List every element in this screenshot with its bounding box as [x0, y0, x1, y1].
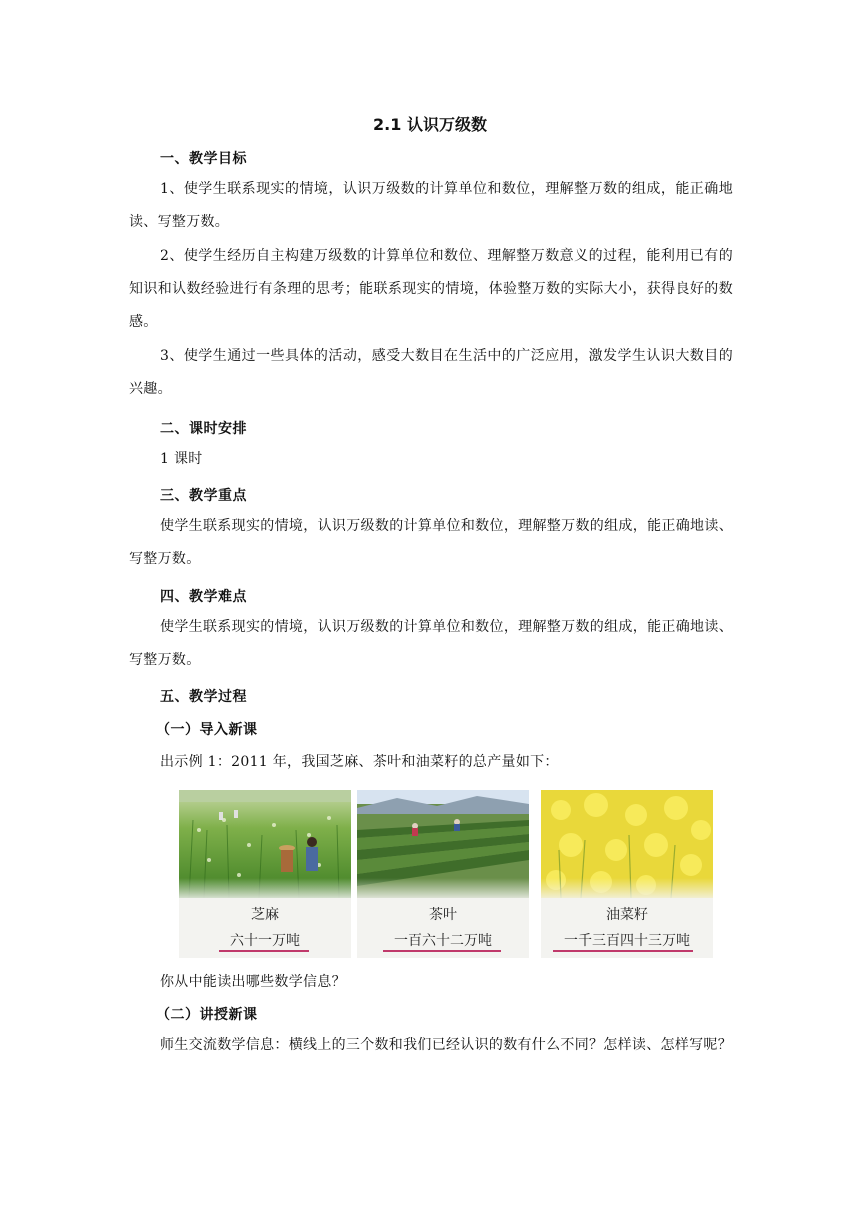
document-title: 2.1 认识万级数 [373, 115, 487, 134]
paragraph-discussion: 师生交流数学信息：横线上的三个数和我们已经认识的数有什么不同？怎样读、怎样写呢？ [160, 1037, 732, 1053]
paragraph-example: 出示例 1：2011 年，我国芝麻、茶叶和油菜籽的总产量如下： [160, 754, 559, 770]
heading-schedule: 二、课时安排 [160, 421, 247, 437]
panel-tea [357, 790, 529, 958]
crop-name-rapeseed: 油菜籽 [606, 907, 648, 923]
crop-production-figure [179, 790, 713, 958]
heading-key-points: 三、教学重点 [160, 488, 247, 504]
crop-amount-rapeseed: 一千三百四十三万吨 [564, 933, 690, 949]
subheading-intro: （一）导入新课 [156, 722, 258, 738]
amount-underline [383, 950, 501, 952]
crop-name-tea: 茶叶 [429, 907, 457, 923]
crop-amount-sesame: 六十一万吨 [230, 933, 300, 949]
heading-process: 五、教学过程 [160, 689, 247, 705]
paragraph-goal-1: 1、使学生联系现实的情境，认识万级数的计算单位和数位，理解整万数的组成，能正确地读、写整万数。 [129, 181, 733, 230]
paragraph-goal-2: 2、使学生经历自主构建万级数的计算单位和数位、理解整万数意义的过程，能利用已有的知识和认数经验进行有条理的思考；能联系现实的情境，体验整万数的实际大小，获得良好的数感。 [129, 248, 733, 330]
amount-underline [553, 950, 693, 952]
panel-sesame [179, 790, 351, 958]
crop-amount-tea: 一百六十二万吨 [394, 933, 492, 949]
heading-difficulties: 四、教学难点 [160, 589, 247, 605]
paragraph-difficulties: 使学生联系现实的情境，认识万级数的计算单位和数位，理解整万数的组成，能正确地读、写整万数。 [129, 619, 733, 668]
panel-rapeseed [541, 790, 713, 958]
subheading-teaching: （二）讲授新课 [156, 1007, 258, 1023]
heading-teaching-goals: 一、教学目标 [160, 151, 247, 167]
crop-name-sesame: 芝麻 [251, 907, 279, 923]
paragraph-key-points: 使学生联系现实的情境，认识万级数的计算单位和数位，理解整万数的组成，能正确地读、写整万数。 [129, 518, 733, 567]
amount-underline [219, 950, 309, 952]
paragraph-goal-3: 3、使学生通过一些具体的活动，感受大数目在生活中的广泛应用，激发学生认识大数目的兴趣。 [129, 348, 733, 397]
paragraph-question: 你从中能读出哪些数学信息？ [160, 974, 346, 990]
paragraph-schedule: 1 课时 [160, 451, 203, 467]
